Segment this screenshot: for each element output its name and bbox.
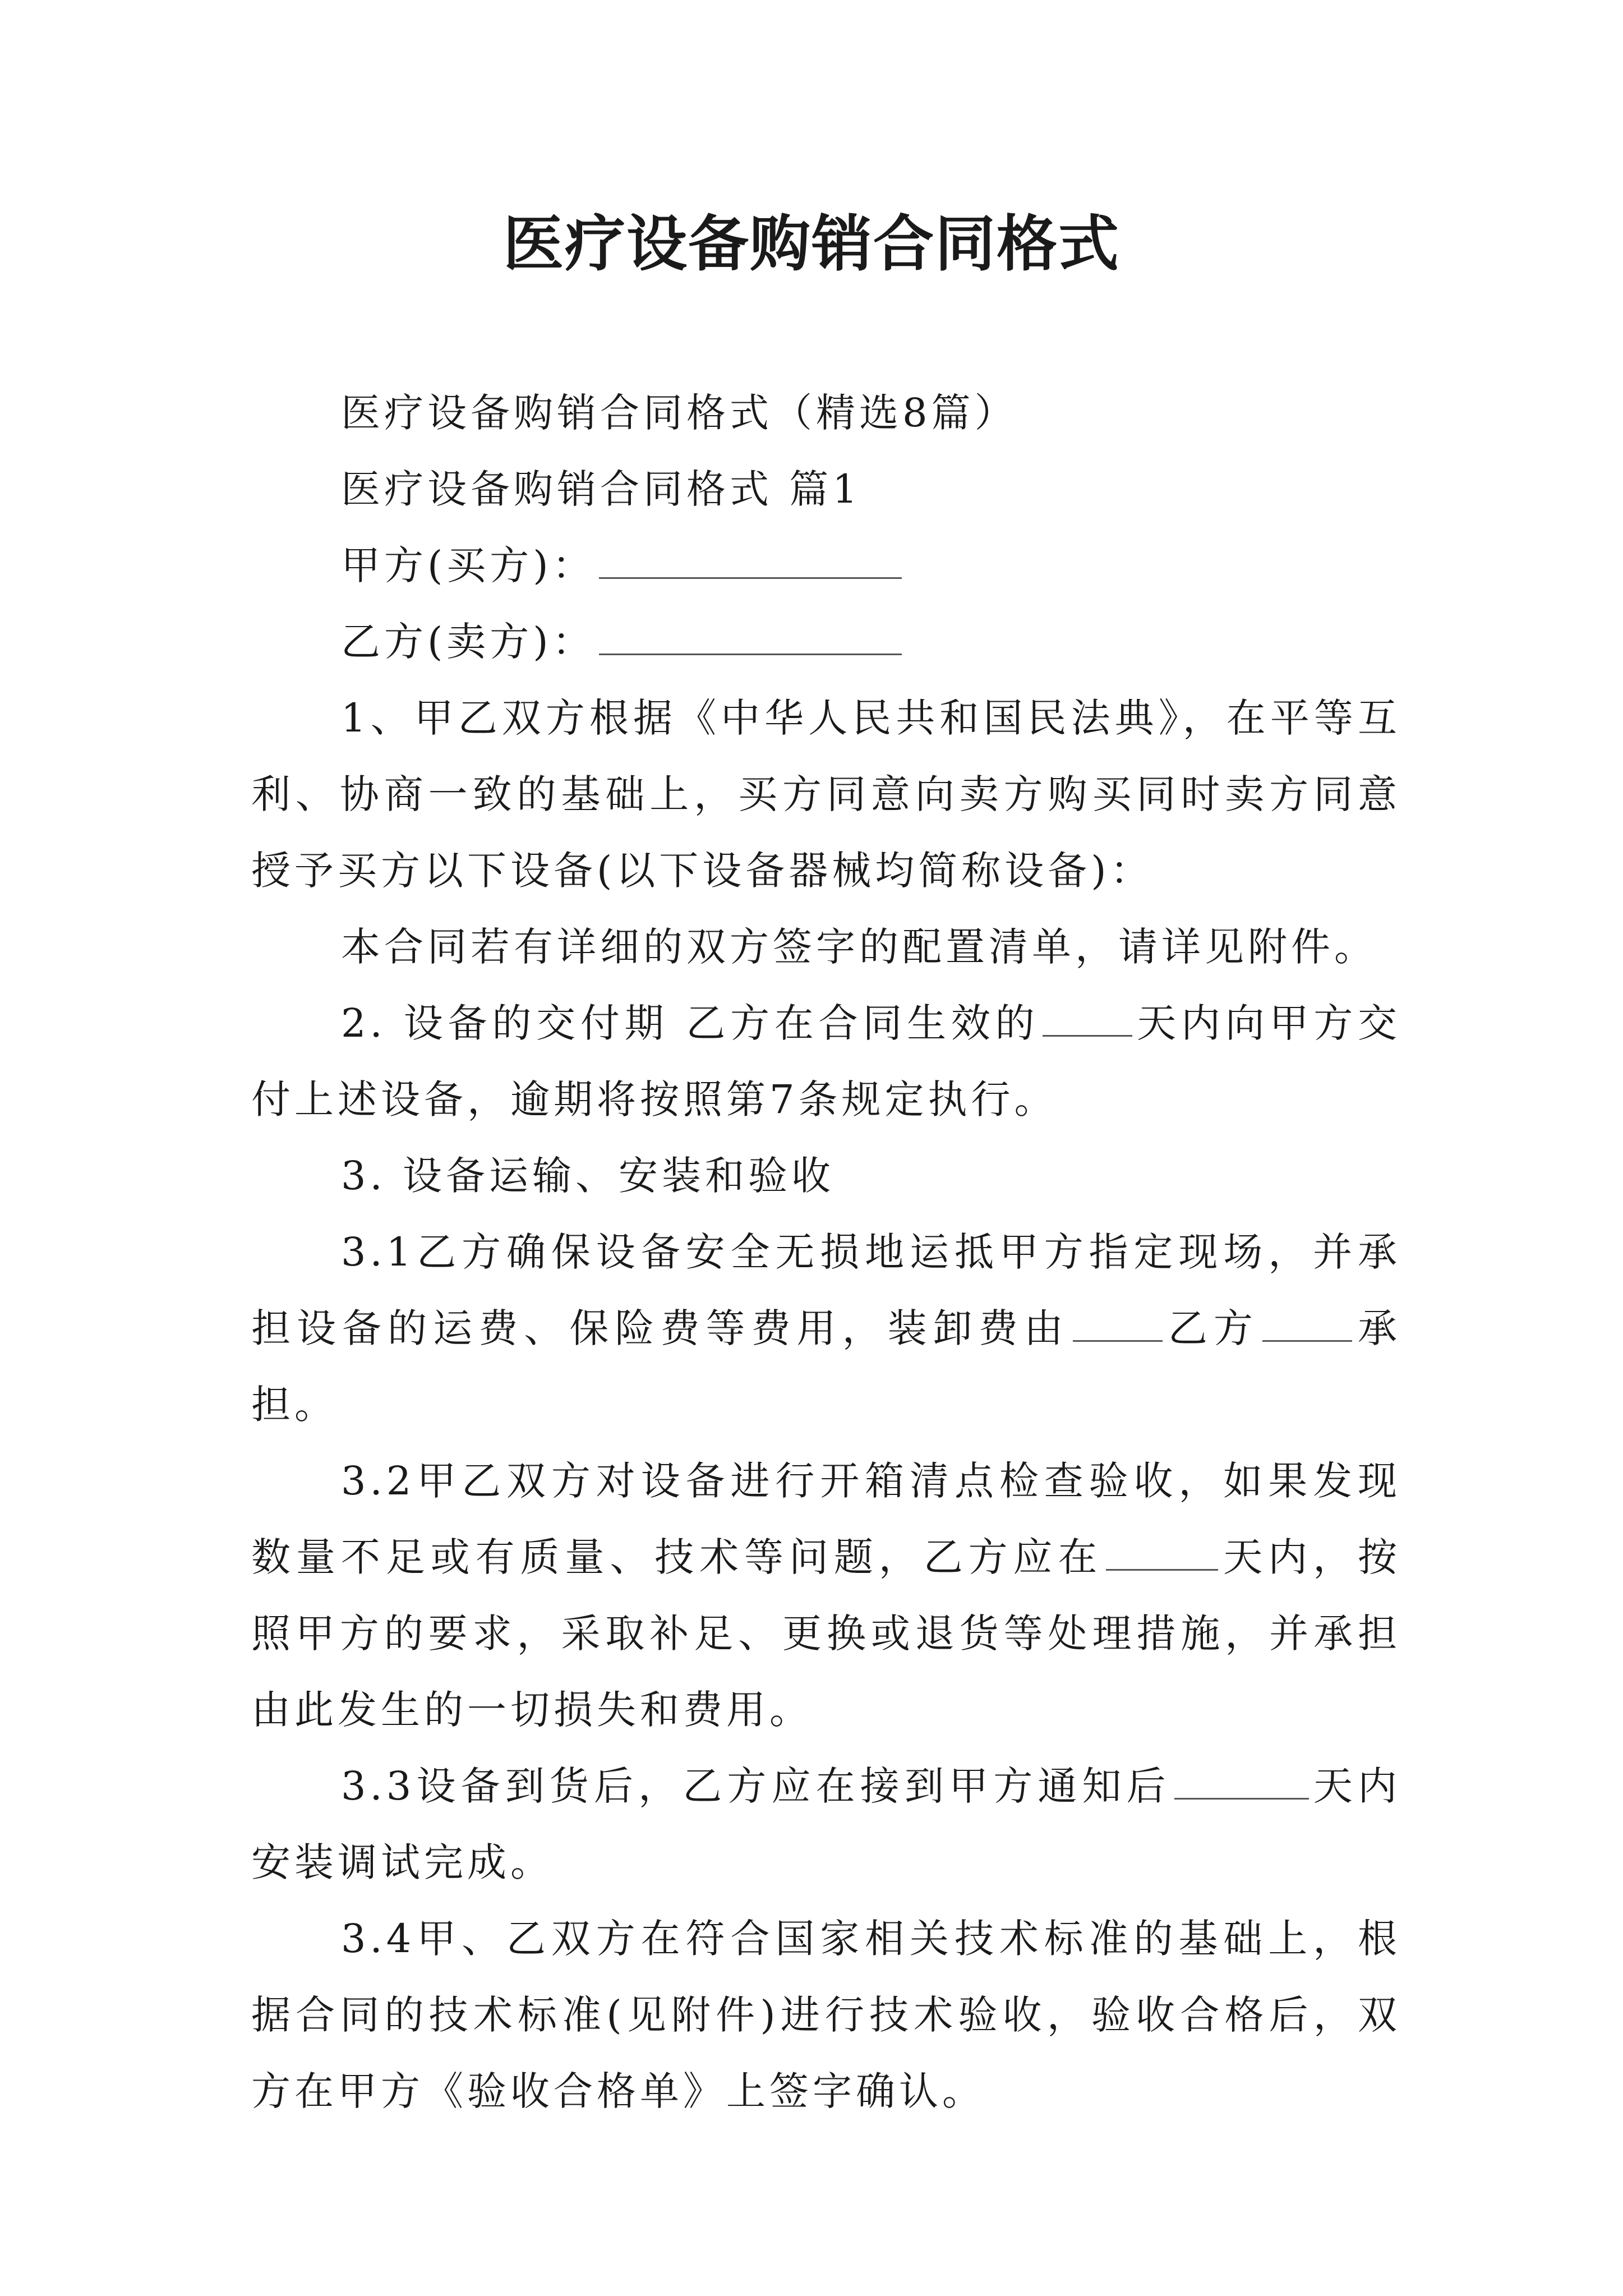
clause-3-3-text-end: 天内安装调试完成。 (251, 1763, 1401, 1885)
clause-3-heading: 3. 设备运输、安装和验收 (341, 1153, 835, 1199)
party-a-line (251, 527, 1401, 604)
clause-3-3-days-blank (1174, 1764, 1309, 1800)
clause-3-3 (251, 1748, 1401, 1901)
party-a-label: 甲方(买方)： (341, 542, 596, 588)
clause-2-text-start: 2. 设备的交付期 乙方在合同生效的 (341, 1000, 1040, 1046)
section-heading: 医疗设备购销合同格式 篇1 (341, 466, 861, 512)
party-b-blank (599, 620, 902, 655)
clause-1-note: 本合同若有详细的双方签字的配置清单，请详见附件。 (341, 924, 1377, 970)
clause-3-2-text-end: 天内，按照甲方的要求，采取补足、更换或退货等处理措施，并承担由此发生的一切损失和费用。 (251, 1534, 1401, 1733)
clause-2-text-end: 天内向甲方交付上述设备，逾期将按照第7条规定执行。 (251, 1000, 1401, 1122)
clause-3-1-filled-party: 乙方 (1165, 1305, 1259, 1351)
party-b-line (251, 604, 1401, 680)
clause-3-2 (251, 1443, 1401, 1748)
clause-3-2-days-blank (1106, 1535, 1218, 1571)
clause-2 (251, 985, 1401, 1138)
clause-3-1-text-start: 3.1乙方确保设备安全无损地运抵甲方指定现场，并承担设备的运费、保险费等费用，装卸费由 (251, 1229, 1401, 1351)
clause-3-1-blank-before (1073, 1306, 1163, 1342)
clause-3-2-text-start: 3.2甲乙双方对设备进行开箱清点检查验收，如果发现数量不足或有质量、技术等问题，乙方应在 (251, 1458, 1401, 1580)
clause-3-3-text-start: 3.3设备到货后，乙方应在接到甲方通知后 (341, 1763, 1171, 1809)
clause-1: 1、甲乙双方根据《中华人民共和国民法典》，在平等互利、协商一致的基础上，买方同意向卖方购买同时卖方同意授予买方以下设备(以下设备器械均简称设备)： (251, 695, 1401, 894)
clause-3-1 (251, 1214, 1401, 1443)
party-a-blank (599, 544, 902, 579)
party-b-label: 乙方(卖方)： (341, 619, 596, 665)
document-body (251, 375, 1401, 2129)
clause-3-1-blank-after (1262, 1306, 1352, 1342)
document-title: 医疗设备购销合同格式 (502, 209, 1120, 279)
clause-2-days-blank (1043, 1001, 1132, 1037)
document-subtitle: 医疗设备购销合同格式（精选8篇） (341, 390, 1018, 436)
clause-3-1-text-end: 承担。 (251, 1305, 1401, 1428)
clause-3-4: 3.4甲、乙双方在符合国家相关技术标准的基础上，根据合同的技术标准(见附件)进行技术验收，验收合格后，双方在甲方《验收合格单》上签字确认。 (251, 1916, 1401, 2114)
